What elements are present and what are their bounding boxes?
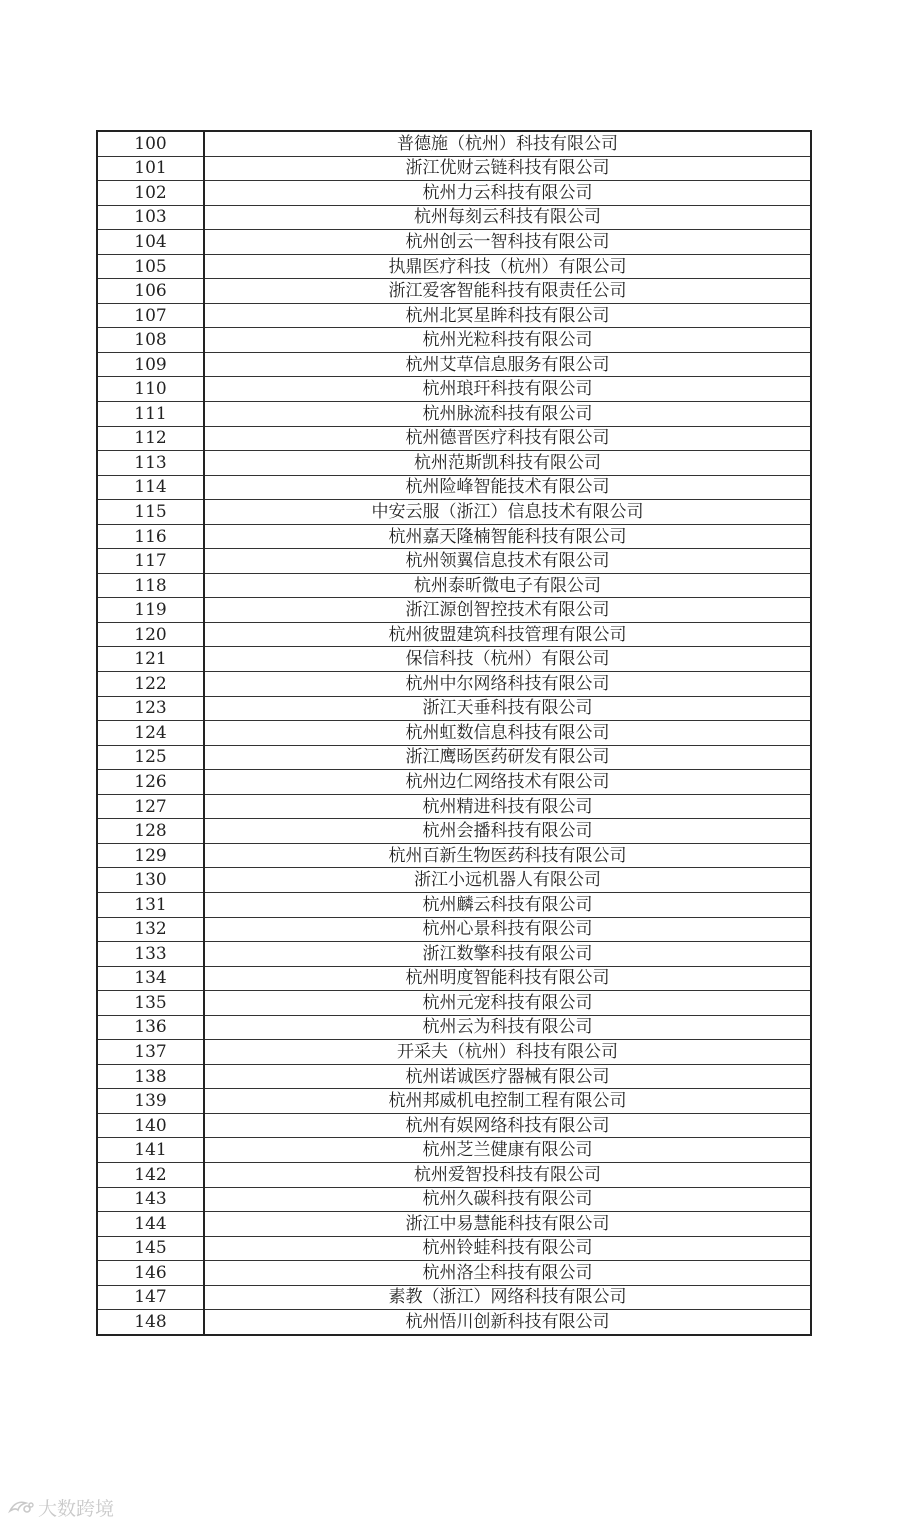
row-number-cell: 111: [97, 402, 204, 427]
company-name-cell: 杭州险峰智能技术有限公司: [204, 475, 811, 500]
table-row: [97, 917, 811, 942]
row-number-cell: 100: [97, 131, 204, 156]
table-row: [97, 1064, 811, 1089]
row-number-cell: 146: [97, 1261, 204, 1286]
company-name-cell: 杭州每刻云科技有限公司: [204, 205, 811, 230]
table-row: [97, 402, 811, 427]
company-name-cell: 杭州彼盟建筑科技管理有限公司: [204, 622, 811, 647]
table-row: [97, 819, 811, 844]
company-name-cell: 杭州边仁网络技术有限公司: [204, 770, 811, 795]
row-number-cell: 132: [97, 917, 204, 942]
table-row: [97, 549, 811, 574]
row-number-cell: 125: [97, 745, 204, 770]
row-number-cell: 143: [97, 1187, 204, 1212]
row-number-cell: 107: [97, 303, 204, 328]
company-name-cell: 浙江中易慧能科技有限公司: [204, 1212, 811, 1237]
row-number-cell: 123: [97, 696, 204, 721]
watermark: [8, 1494, 114, 1521]
row-number-cell: 129: [97, 843, 204, 868]
table-row: [97, 1261, 811, 1286]
row-number-cell: 110: [97, 377, 204, 402]
table-row: [97, 1162, 811, 1187]
table-row: [97, 1138, 811, 1163]
company-name-cell: 浙江优财云链科技有限公司: [204, 156, 811, 181]
row-number-cell: 124: [97, 721, 204, 746]
table-row: [97, 647, 811, 672]
company-name-cell: 杭州泰昕微电子有限公司: [204, 573, 811, 598]
table-row: [97, 1310, 811, 1335]
table-row: [97, 156, 811, 181]
row-number-cell: 141: [97, 1138, 204, 1163]
company-table: [96, 130, 812, 1336]
company-name-cell: 杭州艾草信息服务有限公司: [204, 352, 811, 377]
table-row: [97, 1015, 811, 1040]
company-name-cell: 杭州爱智投科技有限公司: [204, 1162, 811, 1187]
company-name-cell: 杭州明度智能科技有限公司: [204, 966, 811, 991]
company-name-cell: 中安云服（浙江）信息技术有限公司: [204, 500, 811, 525]
table-row: [97, 991, 811, 1016]
company-name-cell: 杭州中尔网络科技有限公司: [204, 672, 811, 697]
company-name-cell: 杭州领翼信息技术有限公司: [204, 549, 811, 574]
row-number-cell: 144: [97, 1212, 204, 1237]
table-row: [97, 966, 811, 991]
table-row: [97, 303, 811, 328]
table-row: [97, 622, 811, 647]
table-row: [97, 573, 811, 598]
company-name-cell: 浙江数擎科技有限公司: [204, 942, 811, 967]
row-number-cell: 136: [97, 1015, 204, 1040]
row-number-cell: 101: [97, 156, 204, 181]
table-row: [97, 524, 811, 549]
table-row: [97, 696, 811, 721]
table-row: [97, 672, 811, 697]
table-row: [97, 868, 811, 893]
company-name-cell: 浙江爱客智能科技有限责任公司: [204, 279, 811, 304]
company-name-cell: 杭州元宠科技有限公司: [204, 991, 811, 1016]
table-row: [97, 1113, 811, 1138]
table-row: [97, 1236, 811, 1261]
company-name-cell: 杭州德晋医疗科技有限公司: [204, 426, 811, 451]
table-row: [97, 721, 811, 746]
company-name-cell: 普德施（杭州）科技有限公司: [204, 131, 811, 156]
company-name-cell: 杭州邦威机电控制工程有限公司: [204, 1089, 811, 1114]
row-number-cell: 148: [97, 1310, 204, 1335]
row-number-cell: 108: [97, 328, 204, 353]
row-number-cell: 112: [97, 426, 204, 451]
company-name-cell: 浙江鹰旸医药研发有限公司: [204, 745, 811, 770]
table-row: [97, 279, 811, 304]
company-name-cell: 杭州琅玕科技有限公司: [204, 377, 811, 402]
company-name-cell: 杭州诺诚医疗器械有限公司: [204, 1064, 811, 1089]
company-name-cell: 杭州力云科技有限公司: [204, 181, 811, 206]
company-name-cell: 杭州有娱网络科技有限公司: [204, 1113, 811, 1138]
table-row: [97, 1285, 811, 1310]
company-name-cell: 杭州脉流科技有限公司: [204, 402, 811, 427]
company-name-cell: 保信科技（杭州）有限公司: [204, 647, 811, 672]
row-number-cell: 145: [97, 1236, 204, 1261]
row-number-cell: 115: [97, 500, 204, 525]
company-name-cell: 执鼎医疗科技（杭州）有限公司: [204, 254, 811, 279]
table-row: [97, 942, 811, 967]
company-name-cell: 浙江天垂科技有限公司: [204, 696, 811, 721]
table-row: [97, 181, 811, 206]
row-number-cell: 142: [97, 1162, 204, 1187]
row-number-cell: 113: [97, 451, 204, 476]
company-name-cell: 杭州悟川创新科技有限公司: [204, 1310, 811, 1335]
row-number-cell: 118: [97, 573, 204, 598]
company-name-cell: 杭州北冥星眸科技有限公司: [204, 303, 811, 328]
row-number-cell: 122: [97, 672, 204, 697]
row-number-cell: 104: [97, 230, 204, 255]
row-number-cell: 130: [97, 868, 204, 893]
row-number-cell: 121: [97, 647, 204, 672]
row-number-cell: 117: [97, 549, 204, 574]
row-number-cell: 105: [97, 254, 204, 279]
company-name-cell: 浙江小远机器人有限公司: [204, 868, 811, 893]
table-row: [97, 500, 811, 525]
table-row: [97, 426, 811, 451]
company-name-cell: 杭州嘉天隆楠智能科技有限公司: [204, 524, 811, 549]
row-number-cell: 103: [97, 205, 204, 230]
watermark-text: 大数跨境: [38, 1498, 115, 1520]
company-name-cell: 杭州麟云科技有限公司: [204, 892, 811, 917]
company-name-cell: 杭州会播科技有限公司: [204, 819, 811, 844]
row-number-cell: 138: [97, 1064, 204, 1089]
table-row: [97, 328, 811, 353]
row-number-cell: 116: [97, 524, 204, 549]
row-number-cell: 109: [97, 352, 204, 377]
company-name-cell: 杭州虹数信息科技有限公司: [204, 721, 811, 746]
table-row: [97, 843, 811, 868]
table-row: [97, 475, 811, 500]
row-number-cell: 135: [97, 991, 204, 1016]
table-row: [97, 254, 811, 279]
row-number-cell: 120: [97, 622, 204, 647]
company-name-cell: 杭州范斯凯科技有限公司: [204, 451, 811, 476]
company-name-cell: 杭州洛尘科技有限公司: [204, 1261, 811, 1286]
table-row: [97, 1187, 811, 1212]
table-row: [97, 352, 811, 377]
table-row: [97, 745, 811, 770]
table-body: [97, 131, 811, 1335]
row-number-cell: 114: [97, 475, 204, 500]
company-name-cell: 杭州心景科技有限公司: [204, 917, 811, 942]
row-number-cell: 133: [97, 942, 204, 967]
row-number-cell: 106: [97, 279, 204, 304]
company-name-cell: 素教（浙江）网络科技有限公司: [204, 1285, 811, 1310]
company-name-cell: 浙江源创智控技术有限公司: [204, 598, 811, 623]
company-name-cell: 杭州铃蛙科技有限公司: [204, 1236, 811, 1261]
table-row: [97, 1040, 811, 1065]
table-row: [97, 230, 811, 255]
row-number-cell: 134: [97, 966, 204, 991]
table-row: [97, 131, 811, 156]
table-row: [97, 205, 811, 230]
table-row: [97, 451, 811, 476]
table-row: [97, 1212, 811, 1237]
row-number-cell: 140: [97, 1113, 204, 1138]
company-name-cell: 杭州百新生物医药科技有限公司: [204, 843, 811, 868]
row-number-cell: 131: [97, 892, 204, 917]
table-row: [97, 377, 811, 402]
row-number-cell: 126: [97, 770, 204, 795]
bird-logo-icon: [8, 1497, 34, 1519]
table-row: [97, 598, 811, 623]
row-number-cell: 137: [97, 1040, 204, 1065]
company-name-cell: 杭州久碳科技有限公司: [204, 1187, 811, 1212]
company-name-cell: 开采夫（杭州）科技有限公司: [204, 1040, 811, 1065]
row-number-cell: 119: [97, 598, 204, 623]
table-row: [97, 892, 811, 917]
company-name-cell: 杭州云为科技有限公司: [204, 1015, 811, 1040]
row-number-cell: 128: [97, 819, 204, 844]
table-row: [97, 770, 811, 795]
row-number-cell: 139: [97, 1089, 204, 1114]
table-row: [97, 794, 811, 819]
row-number-cell: 147: [97, 1285, 204, 1310]
row-number-cell: 102: [97, 181, 204, 206]
row-number-cell: 127: [97, 794, 204, 819]
company-name-cell: 杭州芝兰健康有限公司: [204, 1138, 811, 1163]
company-name-cell: 杭州光粒科技有限公司: [204, 328, 811, 353]
table-row: [97, 1089, 811, 1114]
company-name-cell: 杭州精进科技有限公司: [204, 794, 811, 819]
company-name-cell: 杭州创云一智科技有限公司: [204, 230, 811, 255]
